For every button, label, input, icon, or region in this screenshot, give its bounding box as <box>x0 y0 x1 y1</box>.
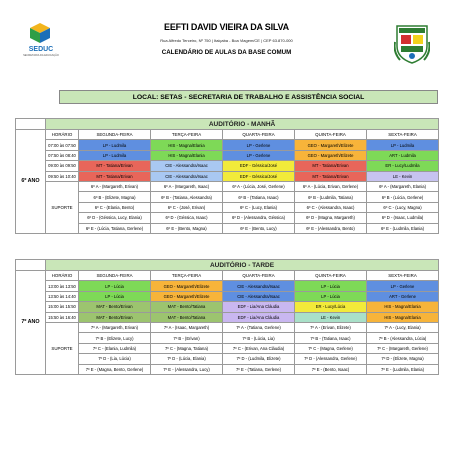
local-banner: LOCAL: SETAS - SECRETARIA DE TRABALHO E ASSISTÊNCIA SOCIAL <box>59 90 438 104</box>
support-cell: 7º D - (Elizete, Magna) <box>367 354 439 364</box>
grade-label: 7º ANO <box>16 271 46 375</box>
support-cell: 6º D - (Isaac, Ludmila) <box>367 213 439 223</box>
class-cell: HIS - Magna/Elania <box>367 302 439 312</box>
seduc-logo-text: SEDUC <box>28 46 54 53</box>
time-cell: 13:00 às 13:50 <box>46 281 79 291</box>
support-cell: 7º E - (Ludmila, Elania) <box>367 364 439 374</box>
time-cell: 13:50 às 14:40 <box>46 291 79 301</box>
class-cell: MAT - Bento/Erivan <box>79 312 151 322</box>
table-row <box>16 161 439 171</box>
afternoon-schedule-table <box>15 259 439 375</box>
table-row <box>16 192 439 202</box>
class-cell: HIS - Magna/Elania <box>367 312 439 322</box>
support-cell: 6º B - (Ludmila, Tatiana) <box>295 192 367 202</box>
afternoon-section-title: AUDITÓRIO - TARDE <box>46 260 439 271</box>
support-cell: 7º A - (Erivan, Elizete) <box>295 322 367 332</box>
class-cell: MT - Tatiana/Erivan <box>79 171 151 181</box>
table-row <box>16 322 439 332</box>
calendar-title: CALENDÁRIO DE AULAS DA BASE COMUM <box>161 49 292 56</box>
class-cell: MAT - Bento/Tatiana <box>151 312 223 322</box>
support-cell: 6º E - (Bento, Magna) <box>151 223 223 233</box>
class-cell: LP - Gerlene <box>223 150 295 160</box>
support-cell: 7º A - (Margareth, Erivan) <box>79 322 151 332</box>
class-cell: HIS - Magna/Elania <box>151 140 223 150</box>
empty-cell <box>16 260 46 271</box>
empty-cell <box>16 119 46 130</box>
class-cell: MAT - Bento/Tatiana <box>151 302 223 312</box>
seduc-cube-icon <box>29 22 51 44</box>
class-cell: ER - Lucy/Ludmila <box>367 161 439 171</box>
support-cell: 7º C - (Erivan, Ana Cláudia) <box>223 343 295 353</box>
support-cell: 7º B - (Lúcia, Lia) <box>223 333 295 343</box>
support-label: SUPORTE <box>46 181 79 233</box>
class-cell: LP - Lúcia <box>295 281 367 291</box>
support-cell: 7º E - (Tatiana, Gerlene) <box>223 364 295 374</box>
column-header: SEXTA-FEIRA <box>367 271 439 281</box>
class-cell: CIE - Alessandra/Isaac <box>151 171 223 181</box>
class-cell: EDF - Lia/Ana Cláudia <box>223 302 295 312</box>
support-cell: 6º A - (Margareth, Erivan) <box>79 181 151 191</box>
time-cell: 07:00 às 07:50 <box>46 140 79 150</box>
class-cell: GEO - Margareth/Elizete <box>295 150 367 160</box>
class-cell: LP - Lúcia <box>79 281 151 291</box>
school-address: Rua Alfredo Terceiro, Nº 750 | Itaiçaba - Boa Viagem/CE | CEP 63.870-000 <box>160 38 293 43</box>
column-header: QUINTA-FEIRA <box>295 271 367 281</box>
support-cell: 6º E - (Lúcia, Tatiana, Gerlene) <box>79 223 151 233</box>
class-cell: CIE - Alessandra/Isaac <box>151 161 223 171</box>
class-cell: LP - Lúcia <box>295 291 367 301</box>
support-cell: 7º D - (Lúcia, Elania) <box>151 354 223 364</box>
support-cell: 6º A - (Margareth, Isaac) <box>151 181 223 191</box>
support-cell: 6º D - (Magna, Margareth) <box>295 213 367 223</box>
class-cell: EDF - Géssica/José <box>223 161 295 171</box>
support-cell: 7º B - (Tatiana, Isaac) <box>295 333 367 343</box>
column-header: SEGUNDA-FEIRA <box>79 271 151 281</box>
support-cell: 6º D - (Alessandra, Géssica) <box>223 213 295 223</box>
class-cell: MT - Tatiana/Erivan <box>295 161 367 171</box>
class-cell: LP - Ludmila <box>79 150 151 160</box>
time-cell: 15:00 às 15:50 <box>46 302 79 312</box>
support-cell: 7º C - (Margareth, Gerlene) <box>367 343 439 353</box>
seduc-logo <box>19 22 59 66</box>
class-cell: HIS - Magna/Elania <box>151 150 223 160</box>
schedule-sheet <box>15 20 438 372</box>
class-cell: CIE - Alessandra/Isaac <box>223 281 295 291</box>
class-cell: LE - Kevin <box>295 312 367 322</box>
column-header: TERÇA-FEIRA <box>151 130 223 140</box>
document-header <box>15 20 438 76</box>
support-cell: 7º A - (Lucy, Elania) <box>367 322 439 332</box>
class-cell: ART - Ludmila <box>367 150 439 160</box>
class-cell: GEO - Margareth/Elizete <box>151 281 223 291</box>
column-header: HORÁRIO <box>46 271 79 281</box>
seduc-logo-subtext: SECRETARIA DA EDUCAÇÃO <box>23 54 59 57</box>
table-row <box>16 140 439 150</box>
support-cell: 6º C - (Elania, Bento) <box>79 202 151 212</box>
support-cell: 6º E - (Ludmila, Elania) <box>367 223 439 233</box>
table-row <box>16 354 439 364</box>
support-cell: 6º B - (Tatiana, Alessandra) <box>151 192 223 202</box>
column-header: HORÁRIO <box>46 130 79 140</box>
column-header: QUARTA-FEIRA <box>223 271 295 281</box>
class-cell: LP - Gerlene <box>367 281 439 291</box>
table-row <box>16 291 439 301</box>
morning-section-title: AUDITÓRIO - MANHÃ <box>46 119 439 130</box>
support-cell: 6º A - (Margareth, Elania) <box>367 181 439 191</box>
table-row <box>16 312 439 322</box>
support-cell: 6º E - (Bento, Lucy) <box>223 223 295 233</box>
table-row <box>16 302 439 312</box>
table-row <box>16 333 439 343</box>
time-cell: 07:50 às 08:40 <box>46 150 79 160</box>
support-cell: 7º B - (Elizete, Lucy) <box>79 333 151 343</box>
support-cell: 6º D - (Géssica, Lucy, Elania) <box>79 213 151 223</box>
support-cell: 6º B - (Elizete, Magna) <box>79 192 151 202</box>
support-cell: 6º C - (Lucy, Elania) <box>223 202 295 212</box>
support-cell: 7º D - (Ludmila, Elizete) <box>223 354 295 364</box>
column-header: TERÇA-FEIRA <box>151 271 223 281</box>
support-cell: 6º C - (Lucy, Magna) <box>367 202 439 212</box>
column-header: SEXTA-FEIRA <box>367 130 439 140</box>
class-cell: MT - Tatiana/Erivan <box>295 171 367 181</box>
support-cell: 6º A - (Lúcia, Erivan, Gerlene) <box>295 181 367 191</box>
grade-label: 6º ANO <box>16 130 46 234</box>
time-cell: 15:50 às 16:40 <box>46 312 79 322</box>
table-row <box>16 213 439 223</box>
support-cell: 7º B - (Alessandra, Lúcia) <box>367 333 439 343</box>
table-row <box>16 364 439 374</box>
class-cell: GEO - Margareth/Elizete <box>295 140 367 150</box>
school-name: EEFTI DAVID VIEIRA DA SILVA <box>164 22 289 32</box>
class-cell: LE - Kevin <box>367 171 439 181</box>
table-row <box>16 202 439 212</box>
support-cell: 7º C - (Magna, Tatiana) <box>151 343 223 353</box>
support-label: SUPORTE <box>46 322 79 374</box>
class-cell: LP - Lúcia <box>79 291 151 301</box>
class-cell: LP - Ludmila <box>367 140 439 150</box>
class-cell: EDF - Géssica/José <box>223 171 295 181</box>
class-cell: EDF - Lia/Ana Cláudia <box>223 312 295 322</box>
support-cell: 7º A - (Tatiana, Gerlene) <box>223 322 295 332</box>
support-cell: 7º C - (Elania, Ludmila) <box>79 343 151 353</box>
support-cell: 7º D - (Alessandra, Gerlene) <box>295 354 367 364</box>
class-cell: GEO - Margareth/Elizete <box>151 291 223 301</box>
support-cell: 6º E - (Alessandra, Bento) <box>295 223 367 233</box>
support-cell: 7º C - (Magna, Gerlene) <box>295 343 367 353</box>
support-cell: 7º A - (Isaac, Margareth) <box>151 322 223 332</box>
table-row <box>16 343 439 353</box>
table-row <box>16 171 439 181</box>
class-cell: ART - Gerlene <box>367 291 439 301</box>
column-header: QUINTA-FEIRA <box>295 130 367 140</box>
column-header: QUARTA-FEIRA <box>223 130 295 140</box>
class-cell: MT - Tatiana/Erivan <box>79 161 151 171</box>
time-cell: 09:50 às 10:40 <box>46 171 79 181</box>
class-cell: ER - Lucy/Lúcia <box>295 302 367 312</box>
support-cell: 6º A - (Lúcia, José, Gerlene) <box>223 181 295 191</box>
time-cell: 09:00 às 09:50 <box>46 161 79 171</box>
support-cell: 6º C - (José, Erivan) <box>151 202 223 212</box>
class-cell: LP - Gerlene <box>223 140 295 150</box>
morning-schedule-table <box>15 118 439 234</box>
class-cell: MAT - Bento/Erivan <box>79 302 151 312</box>
support-cell: 7º B - (Erivan) <box>151 333 223 343</box>
support-cell: 7º E - (Bento, Isaac) <box>295 364 367 374</box>
school-crest-icon <box>394 22 430 64</box>
support-cell: 7º D - (Lia, Lúcia) <box>79 354 151 364</box>
support-cell: 6º B - (Lúcia, Gerlene) <box>367 192 439 202</box>
table-row <box>16 281 439 291</box>
support-cell: 6º B - (Tatiana, Isaac) <box>223 192 295 202</box>
table-row <box>16 181 439 191</box>
class-cell: LP - Ludmila <box>79 140 151 150</box>
support-cell: 6º C - (Alessandra, Isaac) <box>295 202 367 212</box>
table-row <box>16 223 439 233</box>
table-row <box>16 150 439 160</box>
support-cell: 7º E - (Magna, Bento, Gerlene) <box>79 364 151 374</box>
column-header: SEGUNDA-FEIRA <box>79 130 151 140</box>
class-cell: CIE - Alessandra/Isaac <box>223 291 295 301</box>
support-cell: 6º D - (Géssica, Isaac) <box>151 213 223 223</box>
support-cell: 7º E - (Alessandra, Lucy) <box>151 364 223 374</box>
